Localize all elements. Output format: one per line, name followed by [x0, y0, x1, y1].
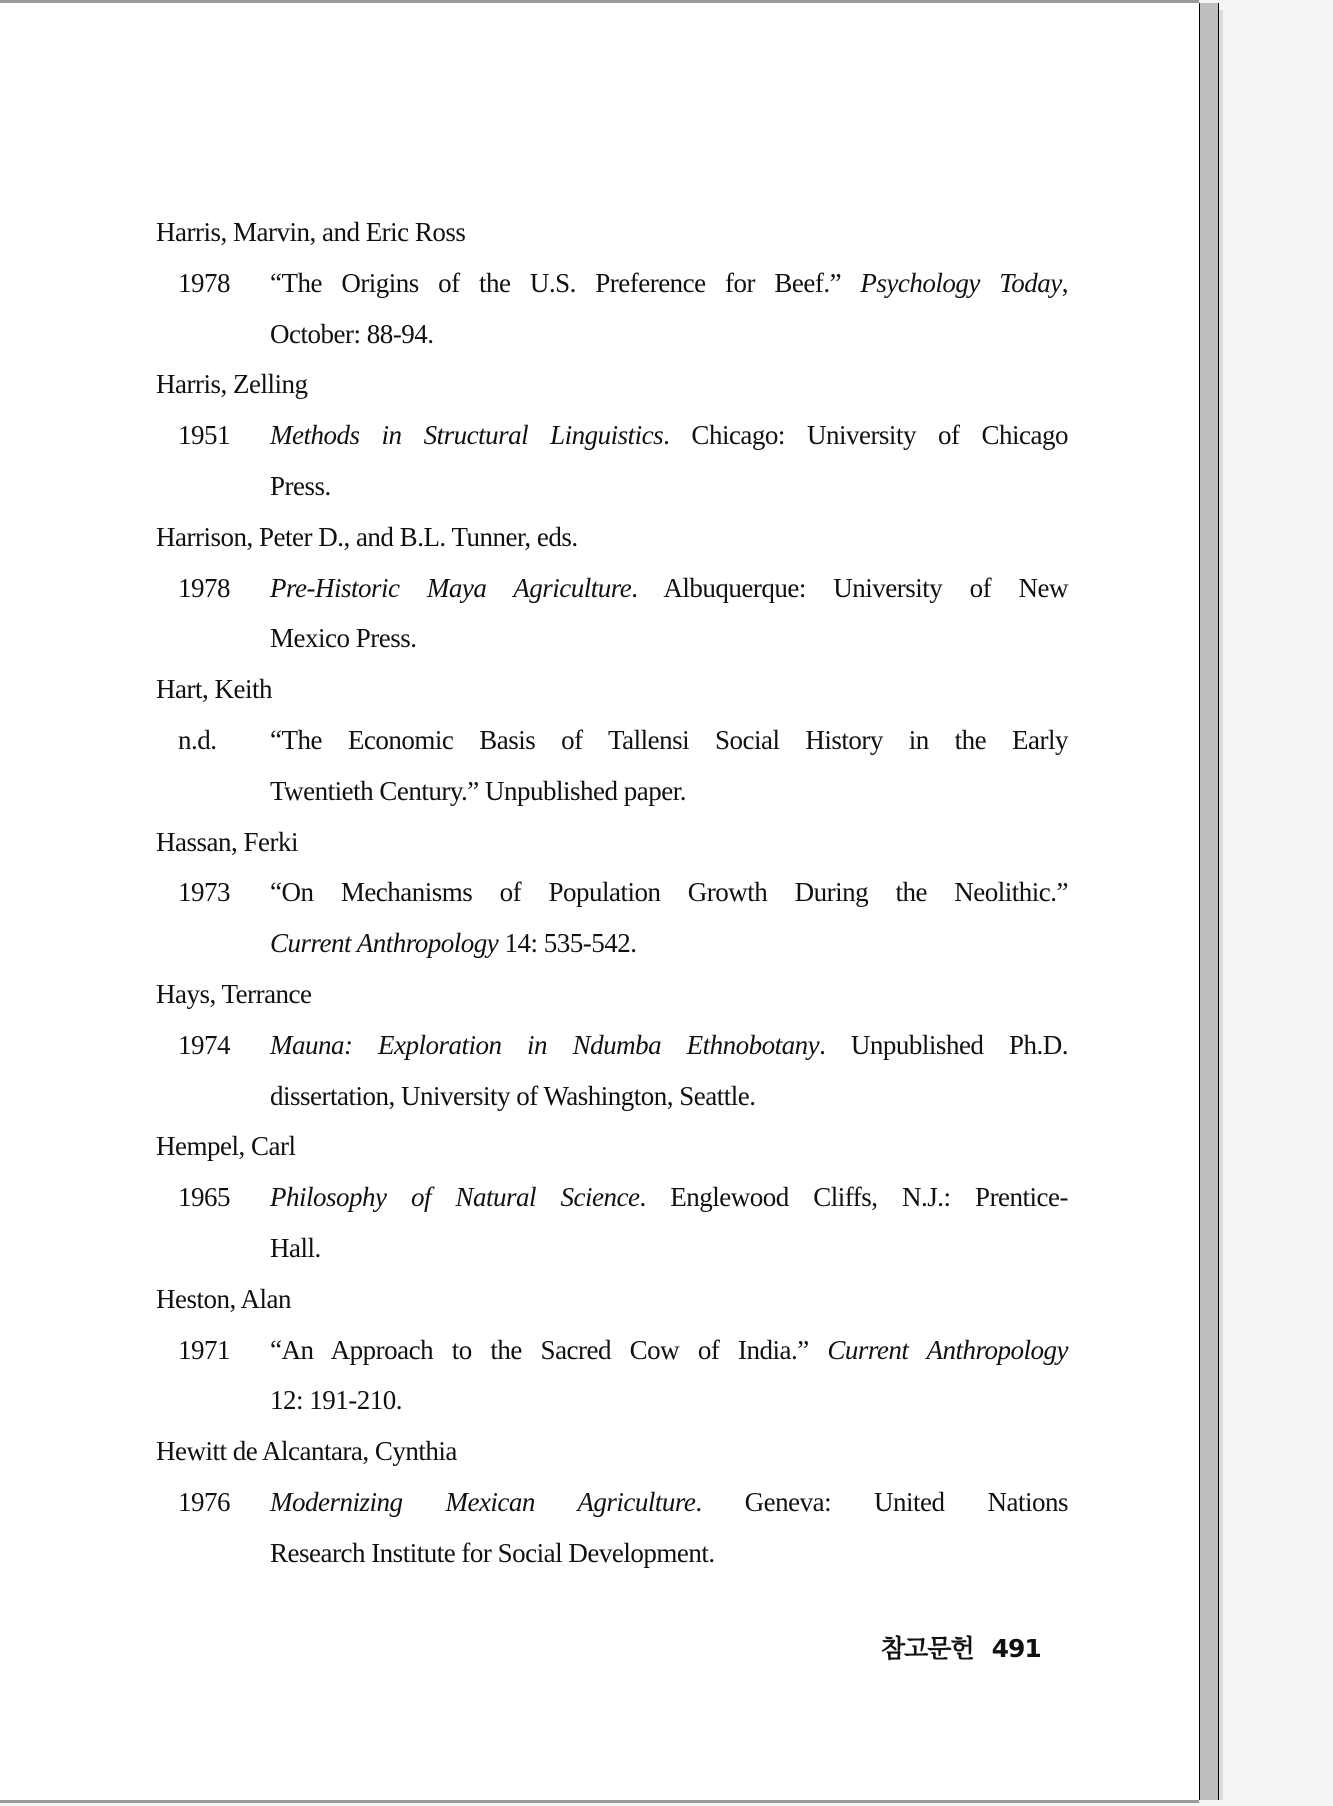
entry-citation — [156, 1477, 1068, 1579]
entry-year: 1974 — [178, 1029, 230, 1060]
entry-citation — [156, 410, 1068, 512]
entry-year: 1976 — [178, 1486, 230, 1517]
citation-text: , — [1061, 267, 1068, 298]
entry-author: Harrison, Peter D., and B.L. Tunner, eds. — [156, 521, 578, 552]
citation-text: Hall. — [270, 1232, 321, 1263]
page-edge — [1199, 3, 1219, 1800]
entry-year: 1978 — [178, 572, 230, 603]
entry-year: 1973 — [178, 877, 230, 908]
citation-line — [270, 309, 1068, 360]
citation-text: “The Economic Basis of Tallensi Social History in the Early — [270, 724, 1068, 755]
citation-line — [270, 410, 1068, 461]
citation-text: Research Institute for Social Development. — [270, 1537, 715, 1568]
entry-citation — [156, 258, 1068, 360]
citation-text: “The Origins of the U.S. Preference for Beef.” — [270, 267, 861, 298]
entry-year: 1965 — [178, 1182, 230, 1213]
citation-line — [270, 1172, 1068, 1223]
entry-year: 1951 — [178, 420, 230, 451]
citation-text: “An Approach to the Sacred Cow of India.” — [270, 1334, 828, 1365]
entry-author: Harris, Zelling — [156, 369, 308, 400]
citation-line — [270, 1223, 1068, 1274]
section-title: 참고문헌 — [881, 1634, 974, 1663]
entry-author: Hewitt de Alcantara, Cynthia — [156, 1436, 457, 1467]
citation-title: Methods in Structural Linguistics — [270, 420, 664, 451]
citation-line — [270, 1325, 1068, 1376]
entry-year: 1971 — [178, 1334, 230, 1365]
citation-line — [270, 258, 1068, 309]
entry-author: Hassan, Ferki — [156, 826, 298, 857]
citation-title: Psychology Today — [860, 267, 1062, 298]
citation-line — [270, 1528, 1068, 1579]
citation-text: dissertation, University of Washington, Seattle. — [270, 1080, 756, 1111]
entry-author: Heston, Alan — [156, 1283, 291, 1314]
citation-title: Philosophy of Natural Science — [270, 1182, 640, 1213]
entry-citation — [156, 1325, 1068, 1427]
citation-title: Current Anthropology — [270, 928, 499, 959]
citation-text: 14: 535-542. — [498, 928, 637, 959]
entry-citation — [156, 563, 1068, 665]
citation-title: Current Anthropology — [827, 1334, 1068, 1365]
entry-year: n.d. — [178, 724, 217, 755]
citation-text: 12: 191-210. — [270, 1385, 402, 1416]
page-number: 491 — [991, 1634, 1041, 1663]
bibliography-list — [156, 207, 1068, 1579]
page-edge-shadow — [1219, 10, 1223, 1800]
entry-author: Hart, Keith — [156, 674, 272, 705]
citation-line — [270, 1375, 1068, 1426]
citation-text: . Englewood Cliffs, N.J.: Prentice- — [639, 1182, 1069, 1213]
entry-citation — [156, 867, 1068, 969]
citation-text: October: 88-94. — [270, 318, 434, 349]
citation-title: Pre-Historic Maya Agriculture — [270, 572, 632, 603]
entry-citation — [156, 1020, 1068, 1122]
citation-text: . Unpublished Ph.D. — [819, 1029, 1068, 1060]
citation-title: Mauna: Exploration in Ndumba Ethnobotany — [270, 1029, 820, 1060]
entry-citation — [156, 715, 1068, 817]
citation-line — [270, 715, 1068, 766]
citation-line — [270, 1020, 1068, 1071]
citation-line — [270, 461, 1068, 512]
citation-title: Modernizing Mexican Agriculture — [270, 1486, 696, 1517]
entry-author: Hays, Terrance — [156, 978, 312, 1009]
entry-author: Harris, Marvin, and Eric Ross — [156, 217, 466, 247]
citation-line — [270, 918, 1068, 969]
citation-text: Press. — [270, 470, 331, 501]
citation-line — [270, 613, 1068, 664]
page-footer — [881, 1629, 1041, 1665]
citation-line — [270, 1071, 1068, 1122]
citation-text: Mexico Press. — [270, 623, 417, 654]
citation-text: Twentieth Century.” Unpublished paper. — [270, 775, 687, 806]
citation-text: . Geneva: United Nations — [695, 1486, 1068, 1517]
citation-text: . Albuquerque: University of New — [631, 572, 1068, 603]
citation-text: “On Mechanisms of Population Growth During the Neolithic.” — [270, 877, 1068, 908]
citation-line — [270, 766, 1068, 817]
citation-line — [270, 1477, 1068, 1528]
entry-year: 1978 — [178, 267, 230, 298]
entry-citation — [156, 1172, 1068, 1274]
citation-line — [270, 867, 1068, 918]
citation-line — [270, 563, 1068, 614]
citation-text: . Chicago: University of Chicago — [663, 420, 1068, 451]
entry-author: Hempel, Carl — [156, 1131, 296, 1162]
